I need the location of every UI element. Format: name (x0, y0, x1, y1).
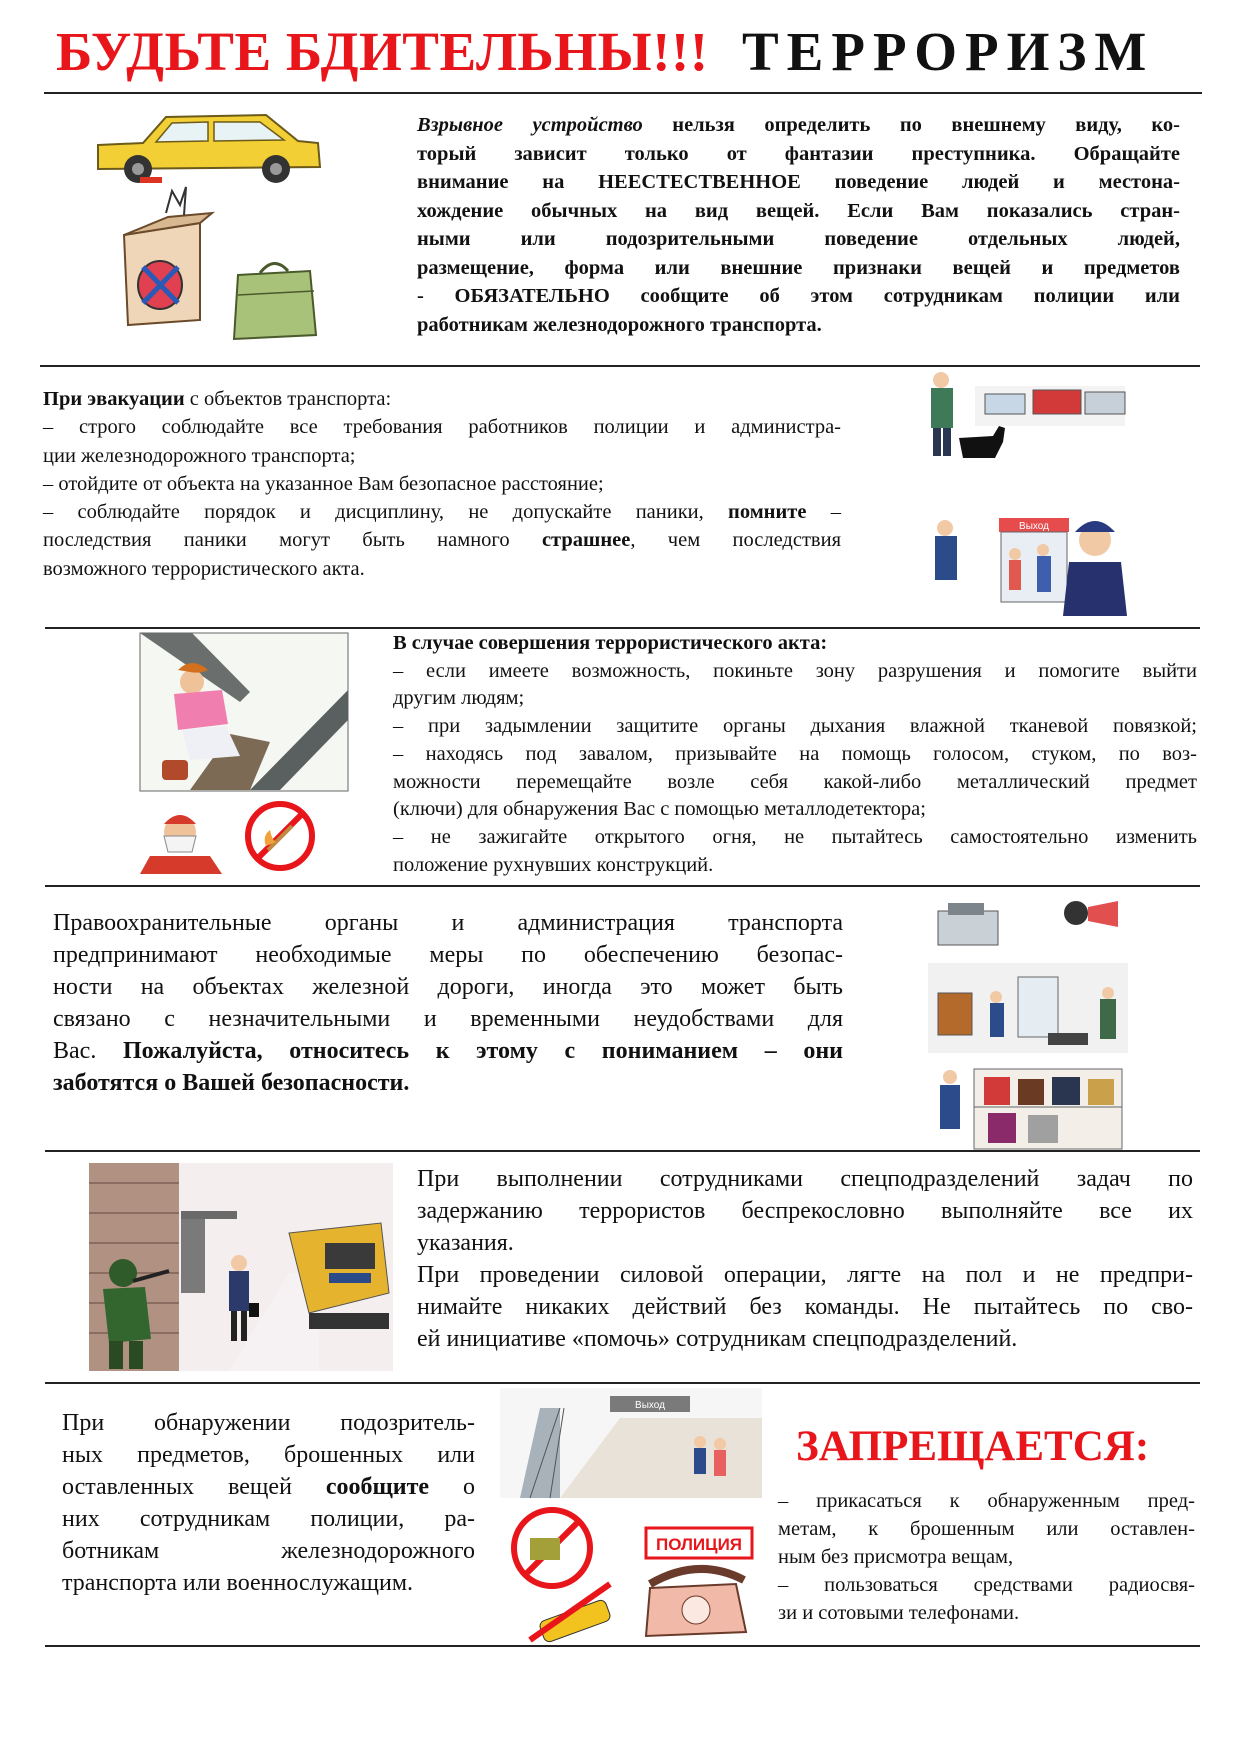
special-forces-line: ей инициативе «помочь» сотрудникам спецподразделений. (417, 1326, 1018, 1352)
terror-act-line: можности перемещайте возле себя какой-либо металлический предмет (393, 770, 1197, 793)
suspicious-line: транспорта или военнослужащим. (62, 1570, 414, 1596)
special-forces-line: нимайте никаких действий без команды. Не пытайтесь по сво- (417, 1294, 1193, 1320)
prohibited-line: зи и сотовыми телефонами. (778, 1602, 1020, 1624)
suitcase-icon (234, 263, 316, 339)
terror-act-illustration (130, 630, 360, 875)
suspicious-line: ботникам железнодорожного (62, 1538, 475, 1564)
law-line: Правоохранительные органы и администрация транспорта (53, 910, 843, 936)
section-divider (45, 627, 1200, 629)
exit-sign-label: Выход (635, 1400, 665, 1411)
taxi-car-icon (98, 115, 320, 183)
evacuation-emphasis: помните (728, 501, 807, 524)
intro-line: торый зависит только от фантазии преступника. Обращайте (417, 142, 1180, 165)
law-line: Вас. (53, 1038, 123, 1064)
evacuation-heading: При эвакуации (43, 388, 185, 410)
terror-act-line: – если имеете возможность, покиньте зону разрушения и помогите выйти (393, 659, 1197, 682)
luggage-scan-icon (928, 963, 1128, 1053)
special-forces-paragraph (417, 1163, 1193, 1355)
prohibited-line: метам, к брошенным или оставлен- (778, 1518, 1195, 1540)
evacuation-line: ции железнодорожного транспорта; (43, 444, 356, 467)
no-phone-sign-icon (530, 1584, 612, 1643)
page-title-topic: ТЕРРОРИЗМ (742, 21, 1155, 82)
evacuation-line: с объектов транспорта: (184, 388, 392, 410)
footer-divider (45, 1645, 1200, 1647)
suspicious-line: них сотрудникам полиции, ра- (62, 1506, 475, 1532)
intro-line: работникам железнодорожного транспорта. (417, 313, 822, 336)
terror-act-line: (ключи) для обнаружения Вас с помощью металлодетектора; (393, 798, 926, 821)
station-platform-icon (500, 1388, 762, 1498)
exit-crowd-scene-icon (935, 518, 1127, 616)
intro-line: ными или подозрительными поведение отдельных людей, (417, 228, 1180, 250)
law-line: ности на объектах железной дороги, иногда это может быть (53, 974, 843, 1000)
header-divider (44, 92, 1202, 94)
intro-line: внимание на НЕЕСТЕСТВЕННОЕ поведение людей и местона- (417, 171, 1180, 193)
collapsed-building-icon (140, 633, 348, 791)
page-title-warning: БУДЬТЕ БДИТЕЛЬНЫ!!! (56, 21, 709, 82)
prohibited-line: – прикасаться к обнаруженным пред- (778, 1490, 1195, 1512)
report-police-illustration (500, 1388, 762, 1643)
evacuation-line: – (806, 501, 841, 524)
prohibited-title: ЗАПРЕЩАЕТСЯ: (796, 1423, 1150, 1470)
law-line: предпринимают необходимые меры по обеспечению безопас- (53, 942, 843, 968)
terror-act-line: – находясь под завалом, призывайте на помощь голосом, стуком, по воз- (393, 742, 1197, 765)
face-mask-person-icon (140, 815, 222, 874)
evacuation-line: – соблюдайте порядок и дисциплину, не допускайте паники, (43, 501, 729, 524)
security-check-illustration (928, 893, 1128, 1155)
law-enforcement-paragraph (53, 907, 843, 1099)
suspicious-items-paragraph (62, 1407, 475, 1599)
exit-sign-label: Выход (1019, 521, 1049, 532)
law-emphasis: заботятся о Вашей безопасности. (53, 1070, 410, 1096)
special-forces-illustration (89, 1163, 393, 1371)
terror-act-heading: В случае совершения террористического акта: (393, 632, 828, 654)
evacuation-illustration (915, 366, 1133, 621)
police-dog-scene-icon (931, 372, 1125, 458)
evacuation-line: – отойдите от объекта на указанное Вам безопасное расстояние; (43, 472, 604, 495)
intro-line: нельзя определить по внешнему виду, ко- (642, 114, 1180, 136)
evacuation-line: , чем последствия (630, 529, 841, 552)
intro-line: хождение обычных на вид вещей. Если Вам показались стран- (417, 199, 1180, 222)
terror-act-line: положение рухнувших конструкций. (393, 853, 714, 876)
terror-act-line: – при задымлении защитите органы дыхания влажной тканевой повязкой; (393, 715, 1197, 738)
intro-lead-italic: Взрывное устройство (417, 114, 643, 136)
left-luggage-shelf-icon (940, 1069, 1122, 1149)
evacuation-line: возможного террористического акта. (43, 557, 365, 580)
prohibited-list (778, 1487, 1195, 1627)
suspicious-line: ных предметов, брошенных или (62, 1442, 475, 1468)
section-divider (45, 1382, 1200, 1384)
evacuation-emphasis: страшнее (541, 529, 631, 552)
special-forces-line: указания. (417, 1230, 514, 1256)
section-divider (45, 885, 1200, 887)
suspicious-line: оставленных вещей (62, 1474, 326, 1500)
suspicious-line: о (429, 1474, 475, 1500)
no-fire-sign-icon (248, 804, 312, 868)
police-telephone-icon (646, 1528, 752, 1636)
prohibited-line: – пользоваться средствами радиосвя- (778, 1574, 1195, 1596)
scanner-device-icon (938, 901, 1118, 945)
law-line: связано с незначительными и временными неудобствами для (53, 1006, 843, 1032)
box-bomb-icon (124, 187, 212, 325)
suspicious-line: При обнаружении подозритель- (62, 1410, 475, 1436)
terror-act-line: – не зажигайте открытого огня, не пытайтесь самостоятельно изменить (393, 825, 1197, 848)
taxi-and-bomb-illustration (88, 95, 358, 360)
special-forces-line: При выполнении сотрудниками спецподразделений задач по (417, 1166, 1193, 1192)
intro-paragraph (417, 111, 1180, 339)
intro-line: - ОБЯЗАТЕЛЬНО сообщите об этом сотрудникам полиции или (417, 285, 1180, 307)
suspicious-emphasis: сообщите (325, 1474, 430, 1500)
special-forces-line: При проведении силовой операции, лягте на пол и не предпри- (417, 1262, 1193, 1288)
terror-act-paragraph (393, 630, 1197, 879)
evacuation-paragraph (43, 385, 841, 583)
terror-act-line: другим людям; (393, 687, 525, 710)
police-sign-label: ПОЛИЦИЯ (655, 1535, 743, 1554)
evacuation-line: последствия паники могут быть намного (43, 529, 542, 552)
special-forces-line: задержанию террористов беспрекословно выполняйте все их (417, 1198, 1193, 1224)
evacuation-line: – строго соблюдайте все требования работников полиции и администра- (43, 416, 841, 439)
no-touch-sign-icon (514, 1510, 590, 1586)
section-divider (45, 1150, 1200, 1152)
law-emphasis: Пожалуйста, относитесь к этому с пониманием – они (122, 1038, 844, 1064)
intro-line: размещение, форма или внешние признаки вещей и предметов (417, 256, 1180, 279)
prohibited-line: ным без присмотра вещам, (778, 1546, 1014, 1568)
